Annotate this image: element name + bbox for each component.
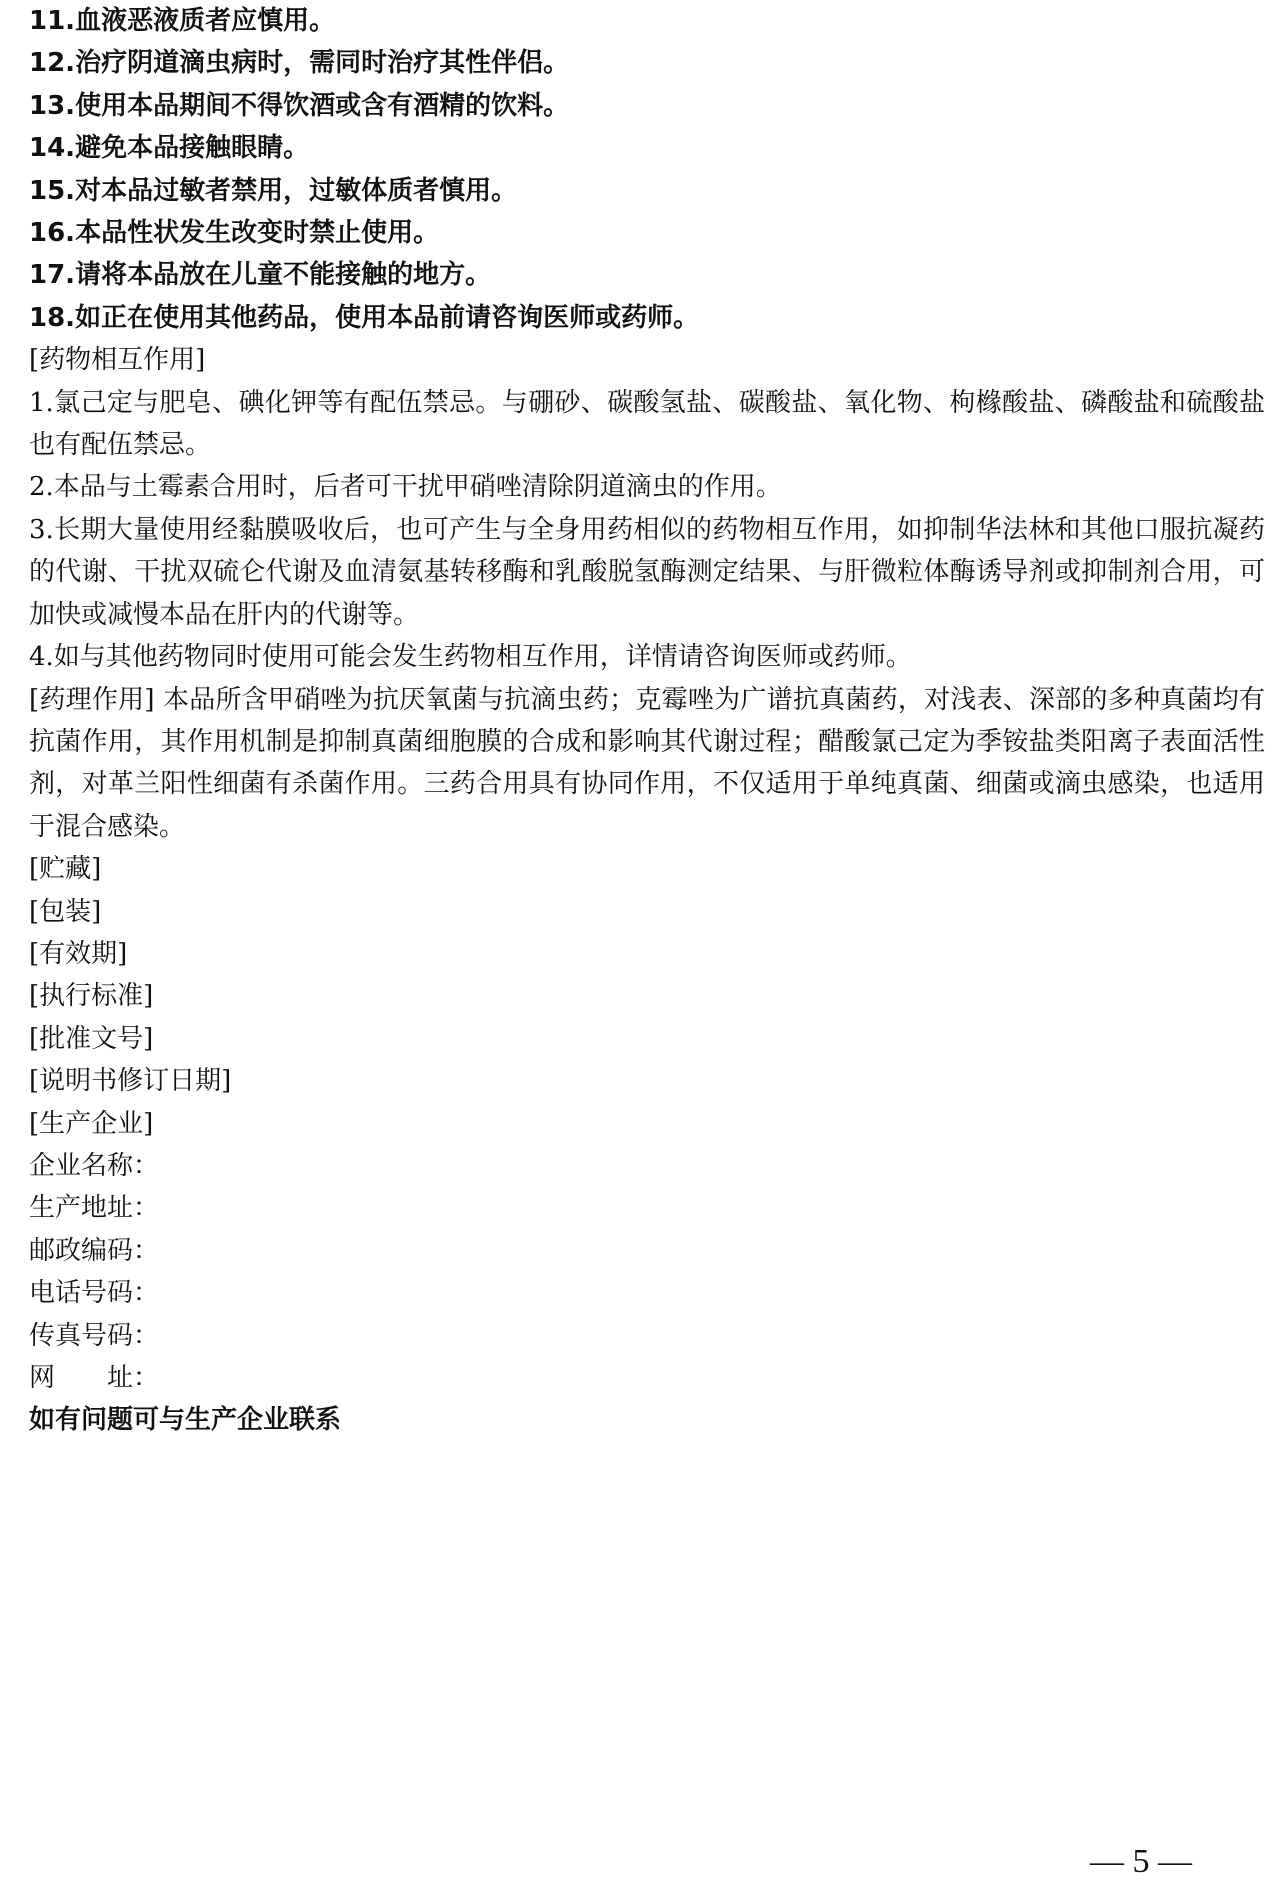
page-number: — 5 — xyxy=(1090,1843,1192,1880)
pharmacology-paragraph xyxy=(29,679,1265,849)
interaction-item: 2.本品与土霉素合用时，后者可干扰甲硝唑清除阴道滴虫的作用。 xyxy=(29,472,782,503)
precaution-item: 16.本品性状发生改变时禁止使用。 xyxy=(29,218,440,249)
precaution-item: 17.请将本品放在儿童不能接触的地方。 xyxy=(29,260,492,291)
precaution-item: 11.血液恶液质者应慎用。 xyxy=(29,6,336,36)
pharmacology-section xyxy=(29,679,1265,849)
company-info xyxy=(29,1145,1265,1399)
precaution-item: 12.治疗阴道滴虫病时，需同时治疗其性伴侣。 xyxy=(29,48,570,79)
approval-number-heading: [批准文号] xyxy=(29,1023,154,1054)
contact-note: 如有问题可与生产企业联系 xyxy=(29,1405,342,1436)
company-address-label: 生产地址： xyxy=(29,1193,160,1224)
website-label: 网 址： xyxy=(29,1363,160,1393)
phone-label: 电话号码： xyxy=(29,1278,160,1309)
precaution-item: 14.避免本品接触眼睛。 xyxy=(29,133,310,164)
manufacturer-heading: [生产企业] xyxy=(29,1108,154,1139)
precautions-list xyxy=(29,0,1265,339)
precaution-item: 13.使用本品期间不得饮酒或含有酒精的饮料。 xyxy=(29,90,570,121)
interaction-item: 3.长期大量使用经黏膜吸收后，也可产生与全身用药相似的药物相互作用，如抑制华法林和其他口服抗凝药的代谢、干扰双硫仑代谢及血清氨基转移酶和乳酸脱氢酶测定结果、与肝微粒体酶诱导剂或抑制剂合用，可加快或减慢本品在肝内的代谢等。 xyxy=(29,514,1265,630)
interactions-heading: [药物相互作用] xyxy=(29,345,206,376)
storage-heading: [贮藏] xyxy=(29,854,102,885)
interaction-item: 1.氯己定与肥皂、碘化钾等有配伍禁忌。与硼砂、碳酸氢盐、碳酸盐、氧化物、枸橼酸盐、磷酸盐和硫酸盐也有配伍禁忌。 xyxy=(29,387,1265,461)
company-name-label: 企业名称： xyxy=(29,1150,160,1181)
pharmacology-heading: [药理作用] xyxy=(29,684,155,715)
interaction-item: 4.如与其他药物同时使用可能会发生药物相互作用，详情请咨询医师或药师。 xyxy=(29,642,912,673)
interactions-section xyxy=(29,339,1265,678)
shelf-life-heading: [有效期] xyxy=(29,938,128,969)
document-page xyxy=(29,0,1265,1442)
fax-label: 传真号码： xyxy=(29,1320,160,1351)
package-heading: [包装] xyxy=(29,896,102,927)
precaution-item: 15.对本品过敏者禁用，过敏体质者慎用。 xyxy=(29,175,518,206)
revision-date-heading: [说明书修订日期] xyxy=(29,1066,232,1097)
pharmacology-text: 本品所含甲硝唑为抗厌氧菌与抗滴虫药；克霉唑为广谱抗真菌药，对浅表、深部的多种真菌均有抗菌作用，其作用机制是抑制真菌细胞膜的合成和影响其代谢过程；醋酸氯己定为季铵盐类阳离子表面活性剂，对革兰阳性细菌有杀菌作用。三药合用具有协同作用，不仅适用于单纯真菌、细菌或滴虫感染，也适用于混合感染。 xyxy=(29,684,1265,842)
postal-code-label: 邮政编码： xyxy=(29,1235,160,1266)
standard-heading: [执行标准] xyxy=(29,981,154,1012)
section-headings xyxy=(29,848,1265,1145)
precaution-item: 18.如正在使用其他药品，使用本品前请咨询医师或药师。 xyxy=(29,302,700,333)
